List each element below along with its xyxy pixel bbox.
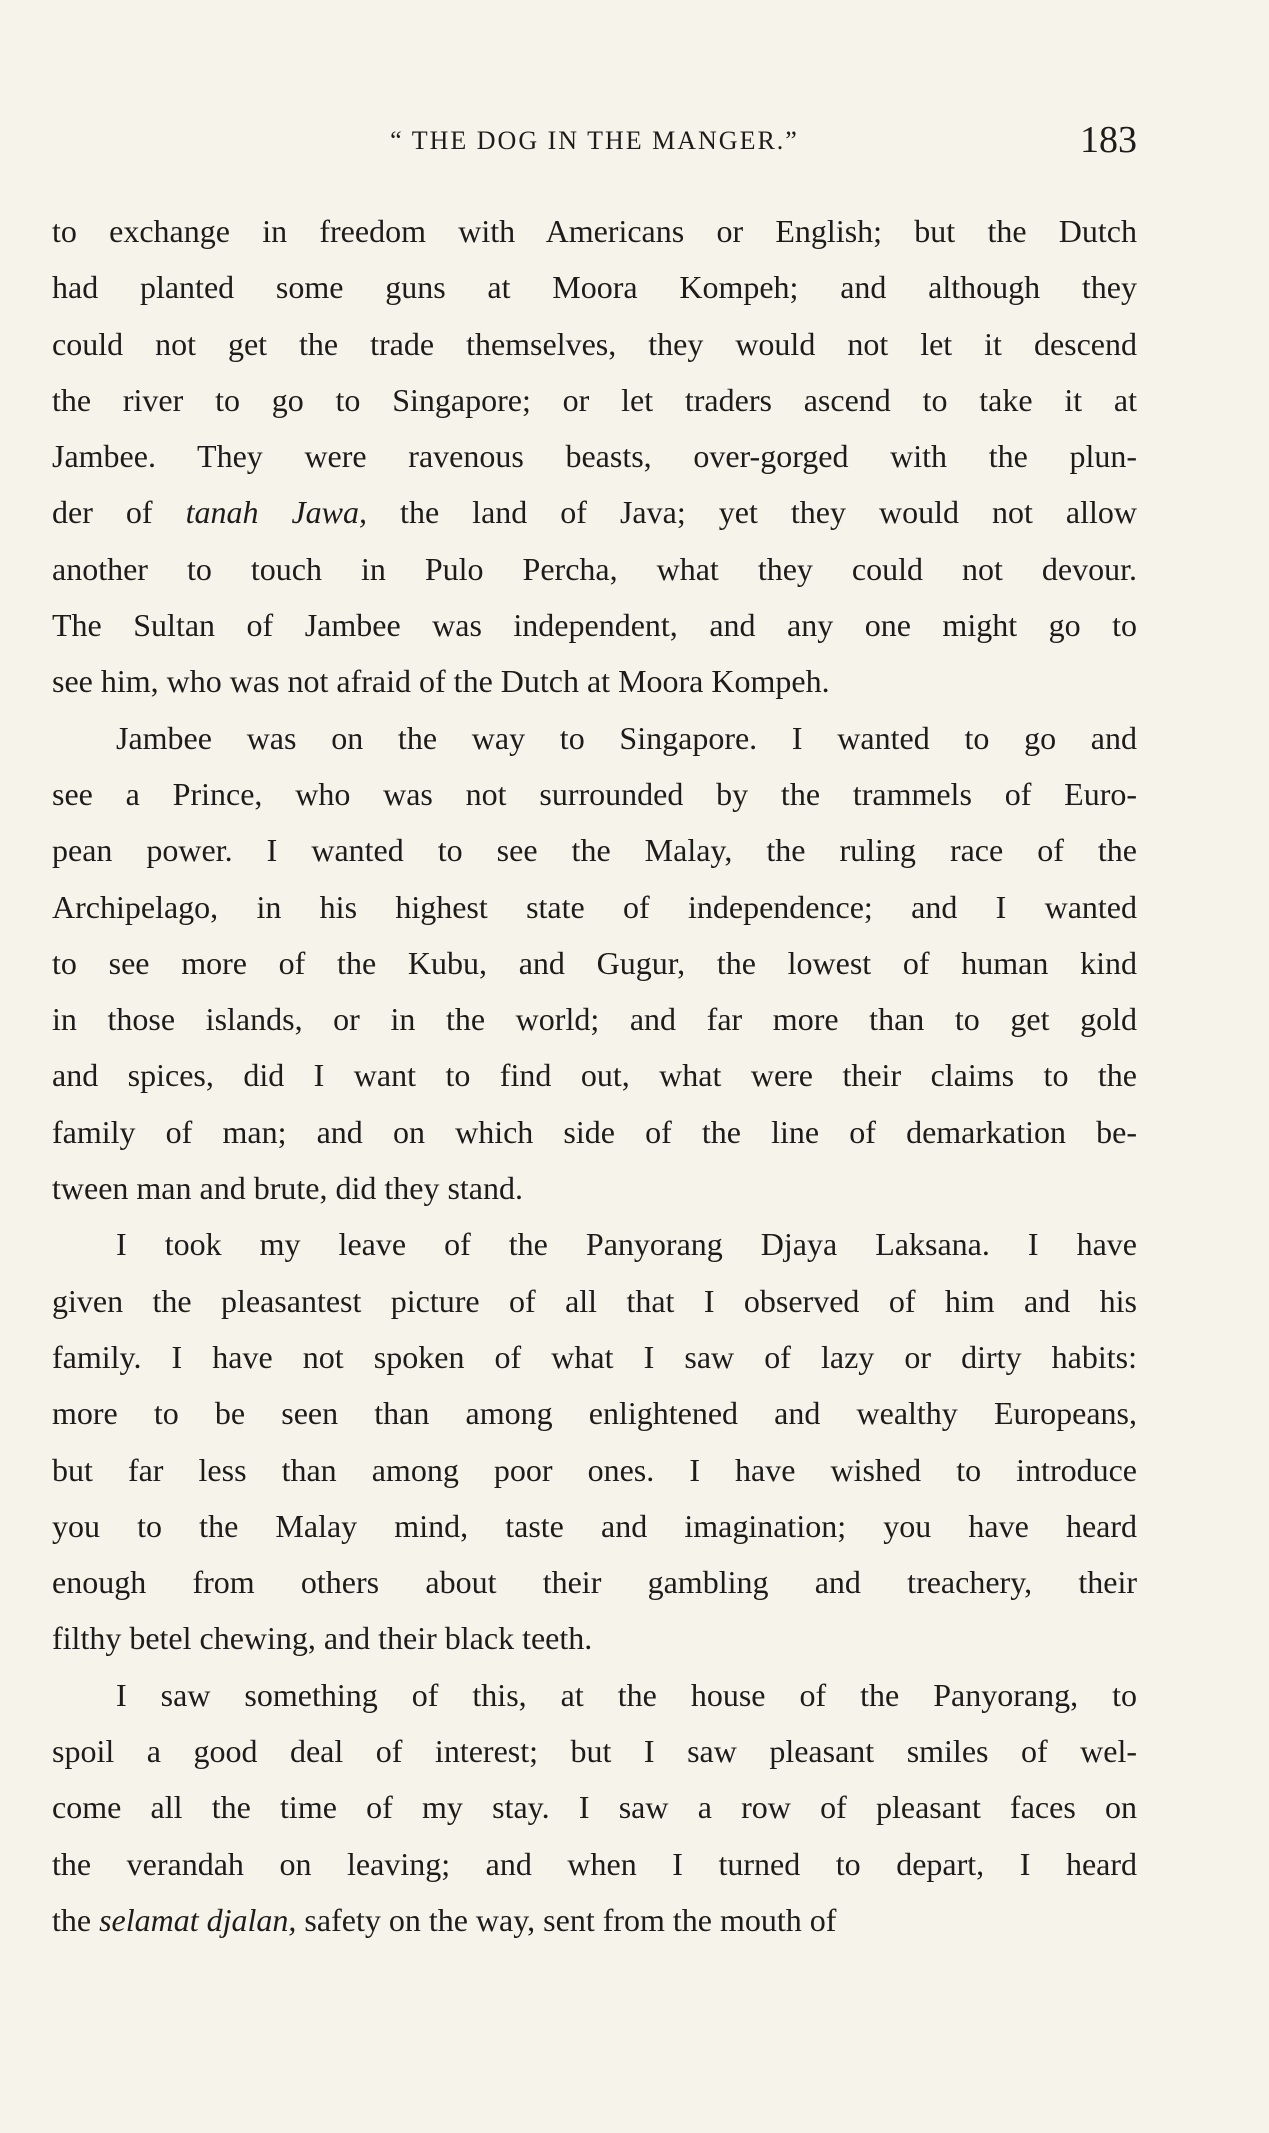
text-line: [52, 1554, 1137, 1610]
text-line: [52, 766, 1137, 822]
text-line: [52, 259, 1137, 315]
text-line: [52, 1329, 1137, 1385]
text-line: [52, 1104, 1137, 1160]
body-text: [52, 203, 1137, 1948]
paragraph: [52, 1216, 1137, 1666]
text-segment: and spices, did I want to find out, what were their claims to the: [52, 1057, 1137, 1094]
text-segment: I took my leave of the Panyorang Djaya Laksana. I have: [116, 1226, 1137, 1263]
text-line: [52, 203, 1137, 259]
paragraph: [52, 710, 1137, 1217]
text-segment: in those islands, or in the world; and far more than to get gold: [52, 1001, 1137, 1038]
text-segment: Archipelago, in his highest state of independence; and I wanted: [52, 888, 1137, 925]
text-line: [52, 1892, 1137, 1948]
text-line: [52, 428, 1137, 484]
text-line: [52, 1723, 1137, 1779]
text-segment: enough from others about their gambling and treachery, their: [52, 1564, 1137, 1601]
text-segment: family of man; and on which side of the line of demarkation be-: [52, 1113, 1137, 1150]
text-line: [52, 1498, 1137, 1554]
text-segment: more to be seen than among enlightened and wealthy Europeans,: [52, 1395, 1137, 1432]
text-line: [52, 1160, 1137, 1216]
text-segment: family. I have not spoken of what I saw of lazy or dirty habits:: [52, 1338, 1137, 1375]
text-line: [52, 1385, 1137, 1441]
italic-text: selamat djalan,: [99, 1901, 297, 1938]
text-line: [52, 541, 1137, 597]
text-line: [52, 1610, 1137, 1666]
text-segment: I saw something of this, at the house of the Panyorang, to: [116, 1676, 1137, 1713]
text-segment: the: [52, 1901, 100, 1938]
text-segment: safety on the way, sent from the mouth of: [296, 1901, 837, 1938]
text-segment: another to touch in Pulo Percha, what they could not devour.: [52, 550, 1137, 587]
text-segment: the land of Java; yet they would not allow: [367, 494, 1138, 531]
text-segment: filthy betel chewing, and their black teeth.: [52, 1620, 593, 1657]
text-segment: see him, who was not afraid of the Dutch at Moora Kompeh.: [52, 663, 830, 700]
text-line: [52, 1047, 1137, 1103]
italic-text: tanah Jawa,: [185, 494, 368, 531]
text-segment: tween man and brute, did they stand.: [52, 1170, 523, 1207]
page-number: 183: [1080, 119, 1137, 161]
text-line: [52, 991, 1137, 1047]
text-line: [52, 1273, 1137, 1329]
text-segment: to see more of the Kubu, and Gugur, the lowest of human kind: [52, 944, 1137, 981]
text-segment: to exchange in freedom with Americans or English; but the Dutch: [52, 213, 1137, 249]
text-line: [52, 1442, 1137, 1498]
running-title: “ THE DOG IN THE MANGER.”: [390, 126, 799, 155]
text-segment: see a Prince, who was not surrounded by the trammels of Euro-: [52, 775, 1137, 812]
text-line: [52, 597, 1137, 653]
text-line: [52, 1836, 1137, 1892]
text-segment: the verandah on leaving; and when I turned to depart, I heard: [52, 1845, 1137, 1882]
text-segment: given the pleasantest picture of all that I observed of him and his: [52, 1282, 1137, 1319]
paragraph: [52, 1667, 1137, 1948]
text-segment: der of: [52, 494, 186, 531]
text-line: [52, 484, 1137, 540]
text-segment: Jambee. They were ravenous beasts, over-gorged with the plun-: [52, 438, 1137, 475]
text-line: [52, 1667, 1137, 1723]
paragraph: [52, 203, 1137, 710]
text-segment: The Sultan of Jambee was independent, and any one might go to: [52, 607, 1137, 644]
text-line: [52, 935, 1137, 991]
text-segment: the river to go to Singapore; or let traders ascend to take it at: [52, 381, 1137, 418]
text-line: [52, 710, 1137, 766]
text-line: [52, 653, 1137, 709]
text-segment: you to the Malay mind, taste and imagination; you have heard: [52, 1507, 1137, 1544]
text-segment: pean power. I wanted to see the Malay, the ruling race of the: [52, 832, 1137, 869]
text-line: [52, 822, 1137, 878]
text-line: [52, 879, 1137, 935]
text-segment: spoil a good deal of interest; but I saw pleasant smiles of wel-: [52, 1733, 1137, 1770]
text-line: [52, 1216, 1137, 1272]
text-line: [52, 316, 1137, 372]
text-segment: had planted some guns at Moora Kompeh; and although they: [52, 269, 1137, 306]
text-segment: come all the time of my stay. I saw a row of pleasant faces on: [52, 1789, 1137, 1826]
running-head: [52, 118, 1137, 170]
text-segment: Jambee was on the way to Singapore. I wanted to go and: [116, 719, 1137, 756]
text-segment: could not get the trade themselves, they would not let it descend: [52, 325, 1137, 362]
text-line: [52, 372, 1137, 428]
text-segment: but far less than among poor ones. I have wished to introduce: [52, 1451, 1137, 1488]
text-line: [52, 1779, 1137, 1835]
